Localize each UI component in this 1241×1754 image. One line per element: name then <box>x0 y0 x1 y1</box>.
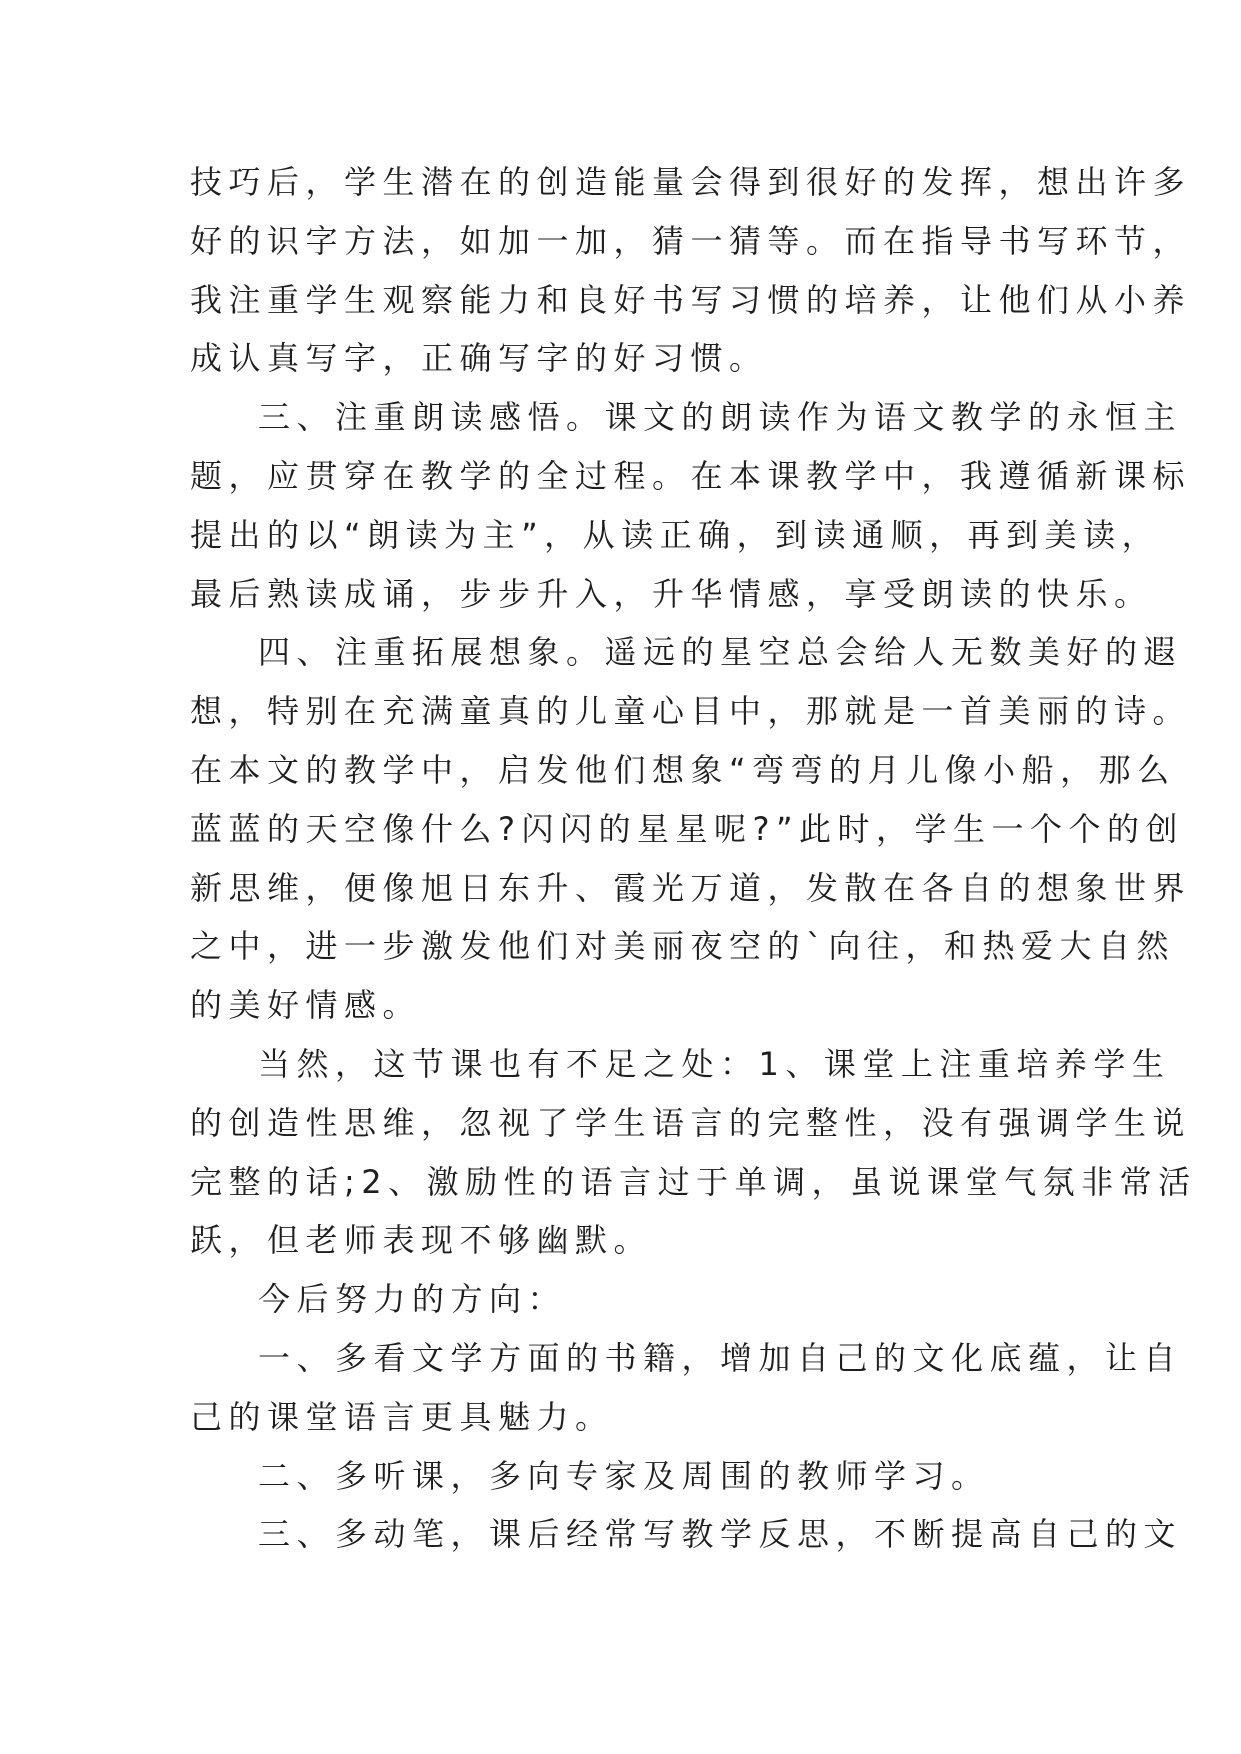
direction-1-first-line: 一、多看文学方面的书籍，增加自己的文化底蕴，让自 <box>258 1338 1183 1377</box>
text-line-8: 最后熟读成诵，步步升入，升华情感，享受朗读的快乐。 <box>190 574 1153 613</box>
paragraph-4-first-line: 四、注重拓展想象。遥远的星空总会给人无数美好的遐 <box>258 633 1183 672</box>
text-line-13: 新思维，便像旭日东升、霞光万道，发散在各自的想象世界 <box>190 868 1192 907</box>
text-line-7: 提出的以“朗读为主”，从读正确，到读通顺，再到美读， <box>190 515 1161 554</box>
text-line-22: 己的课堂语言更具魅力。 <box>190 1397 614 1436</box>
text-line-10: 想，特别在充满童真的儿童心目中，那就是一首美丽的诗。 <box>190 692 1192 731</box>
direction-3-first-line: 三、多动笔，课后经常写教学反思，不断提高自己的文 <box>258 1515 1183 1554</box>
text-line-4: 成认真写字，正确写字的好习惯。 <box>190 339 768 378</box>
text-line-15: 的美好情感。 <box>190 986 422 1025</box>
text-line-11: 在本文的教学中，启发他们想象“弯弯的月儿像小船，那么 <box>190 750 1176 789</box>
text-line-1: 技巧后，学生潜在的创造能量会得到很好的发挥，想出许多 <box>190 163 1192 201</box>
text-line-17: 的创造性思维，忽视了学生语言的完整性，没有强调学生说 <box>190 1103 1192 1142</box>
shortcomings-first-line: 当然，这节课也有不足之处：1、课堂上注重培养学生 <box>258 1044 1171 1083</box>
text-line-2: 好的识字方法，如加一加，猜一猜等。而在指导书写环节， <box>190 221 1192 260</box>
future-direction-heading: 今后努力的方向： <box>258 1280 567 1319</box>
text-line-18: 完整的话;2、激励性的语言过于单调，虽说课堂气氛非常活 <box>190 1162 1197 1201</box>
text-line-14: 之中，进一步激发他们对美丽夜空的`向往，和热爱大自然 <box>190 927 1176 966</box>
text-line-3: 我注重学生观察能力和良好书写习惯的培养，让他们从小养 <box>190 280 1192 319</box>
document-body <box>190 153 1197 1564</box>
text-line-12: 蓝蓝的天空像什么?闪闪的星星呢?”此时，学生一个个的创 <box>190 809 1185 848</box>
text-line-6: 题，应贯穿在教学的全过程。在本课教学中，我遵循新课标 <box>190 456 1192 495</box>
direction-2-line: 二、多听课，多向专家及周围的教师学习。 <box>258 1456 990 1495</box>
text-line-19: 跃，但老师表现不够幽默。 <box>190 1221 653 1260</box>
paragraph-3-first-line: 三、注重朗读感悟。课文的朗读作为语文教学的永恒主 <box>258 398 1183 437</box>
